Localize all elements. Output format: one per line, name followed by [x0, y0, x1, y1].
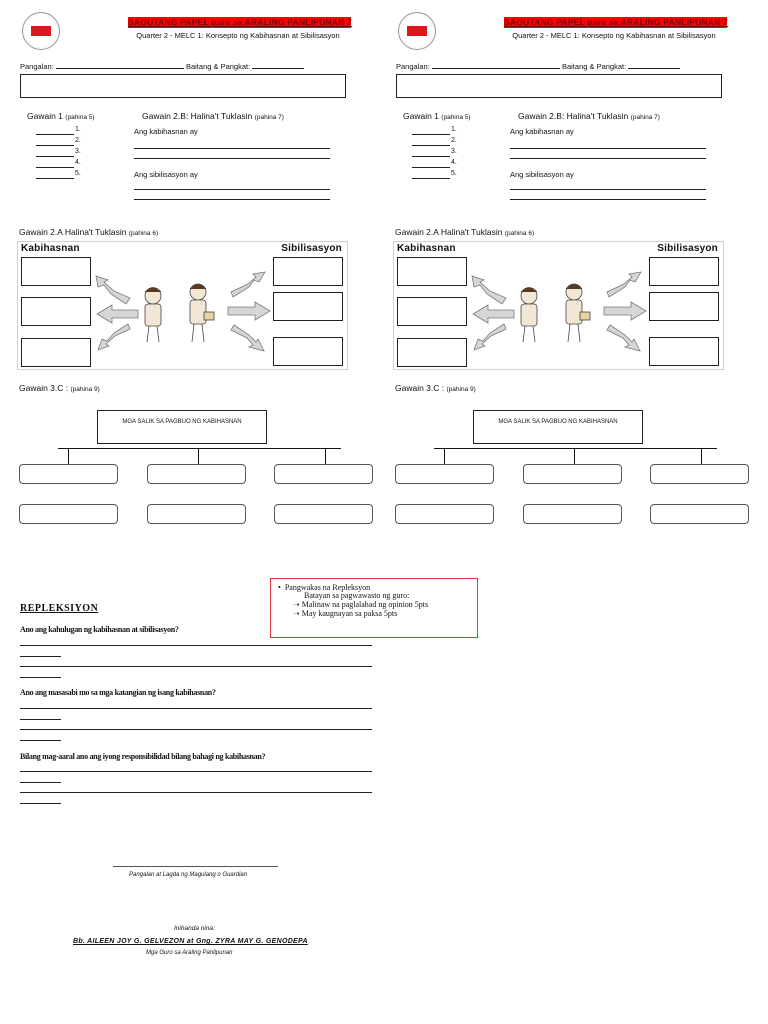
kabihasnan-sibilisasyon-diagram [393, 241, 724, 370]
children-clipart [521, 284, 590, 342]
rubric-subheading: Batayan sa pagwawasto ng guro: [304, 591, 410, 600]
connector-line [444, 449, 445, 464]
arrow-icon [97, 305, 138, 323]
kabihasnan-label: Kabihasnan [21, 243, 80, 254]
connector-line [58, 448, 341, 449]
answer-line[interactable]: 3. [36, 146, 81, 157]
answer-line[interactable] [20, 677, 61, 678]
sibilisasyon-prompt: Ang sibilisasyon ay [510, 170, 574, 179]
gawain1-title: Gawain 1 (pahina 5) [27, 111, 95, 121]
connector-line [198, 449, 199, 464]
salik-answer-box[interactable] [147, 464, 246, 484]
kabihasnan-sibilisasyon-diagram [17, 241, 348, 370]
connector-line [434, 448, 717, 449]
kabihasnan-prompt: Ang kabihasnan ay [134, 127, 198, 136]
worksheet-subtitle: Quarter 2 - MELC 1: Konsepto ng Kabihasnan at Sibilisasyon [136, 31, 340, 40]
gawain2a-title: Gawain 2.A Halina't Tuklasin (pahina 6) [19, 227, 159, 237]
reflection-question: Bilang mag-aaral ano ang iyong responsibilidad bilang bahagi ng kabihasnan? [20, 752, 266, 761]
worksheet-title: SAGUTANG PAPEL para sa ARALING PANLIPUNAN 7 [128, 17, 352, 27]
worksheet-left [0, 0, 384, 425]
salik-answer-box[interactable] [395, 464, 494, 484]
arrow-icon [231, 325, 264, 351]
answer-line[interactable] [510, 189, 706, 190]
prepared-by: Inihanda nina: [174, 925, 215, 932]
gawain2b-title: Gawain 2.B: Halina't Tuklasin (pahina 7) [142, 111, 284, 121]
answer-line[interactable] [20, 708, 372, 709]
answer-line[interactable]: 2. [36, 135, 81, 146]
diagram-arrows [394, 242, 723, 369]
answer-line[interactable] [510, 199, 706, 200]
school-logo [22, 12, 60, 50]
gawain3c-title: Gawain 3.C : (pahina 9) [395, 383, 476, 393]
reflection-question: Ano ang kahulugan ng kabihasnan at sibilisasyon? [20, 625, 179, 634]
answer-line[interactable]: 2. [412, 135, 457, 146]
authors-role: Mga Guro sa Araling Panlipunan [146, 950, 233, 956]
name-label: Pangalan: [396, 62, 430, 71]
answer-line[interactable] [134, 148, 330, 149]
rubric-box [270, 578, 478, 638]
arrow-bullet-icon: ➝ [293, 609, 300, 618]
answer-line[interactable] [510, 148, 706, 149]
gawain1-title: Gawain 1 (pahina 5) [403, 111, 471, 121]
salik-title-box: MGA SALIK SA PAGBUO NG KABIHASNAN [97, 410, 267, 444]
arrow-icon [472, 276, 506, 304]
salik-answer-box[interactable] [650, 464, 749, 484]
school-logo [398, 12, 436, 50]
answer-line[interactable] [134, 158, 330, 159]
rubric-heading: • Pangwakas na Repleksyon [278, 583, 371, 592]
arrow-icon [607, 325, 640, 351]
children-clipart [145, 284, 214, 342]
salik-answer-box[interactable] [274, 464, 373, 484]
answer-line[interactable] [20, 803, 61, 804]
salik-title-box: MGA SALIK SA PAGBUO NG KABIHASNAN [473, 410, 643, 444]
answer-line[interactable]: 5. [36, 168, 81, 179]
gawain2a-title: Gawain 2.A Halina't Tuklasin (pahina 6) [395, 227, 535, 237]
worksheet-right [376, 0, 760, 425]
name-grade-line [20, 62, 304, 71]
answer-line[interactable] [20, 666, 372, 667]
answer-line[interactable] [510, 158, 706, 159]
answer-line[interactable] [20, 792, 372, 793]
arrow-icon [473, 305, 514, 323]
arrow-icon [96, 276, 130, 304]
kabihasnan-label: Kabihasnan [397, 243, 456, 254]
connector-line [325, 449, 326, 464]
salik-answer-box[interactable] [147, 504, 246, 524]
name-grade-line [396, 62, 680, 71]
arrow-icon [604, 302, 646, 320]
answer-line[interactable]: 4. [412, 157, 457, 168]
answer-line[interactable] [20, 771, 372, 772]
gawain1-answers [412, 124, 457, 179]
salik-answer-box[interactable] [274, 504, 373, 524]
answer-line[interactable]: 5. [412, 168, 457, 179]
connector-line [574, 449, 575, 464]
answer-line[interactable] [20, 645, 372, 646]
salik-answer-box[interactable] [395, 504, 494, 524]
answer-line[interactable] [20, 719, 61, 720]
salik-answer-box[interactable] [19, 504, 118, 524]
salik-answer-box[interactable] [523, 464, 622, 484]
signature-caption: Pangalan at Lagda ng Magulang o Guardian [129, 872, 248, 878]
gawain2b-title: Gawain 2.B: Halina't Tuklasin (pahina 7) [518, 111, 660, 121]
connector-line [68, 449, 69, 464]
connector-line [701, 449, 702, 464]
reflection-heading: REPLEKSIYON [20, 603, 99, 614]
sibilisasyon-label: Sibilisasyon [657, 243, 718, 254]
answer-line[interactable]: 3. [412, 146, 457, 157]
salik-answer-box[interactable] [523, 504, 622, 524]
sibilisasyon-prompt: Ang sibilisasyon ay [134, 170, 198, 179]
answer-line[interactable] [134, 199, 330, 200]
answer-line[interactable] [20, 729, 372, 730]
arrow-bullet-icon: ➝ [293, 600, 300, 609]
answer-line[interactable]: 1. [36, 124, 81, 135]
answer-line[interactable] [20, 740, 61, 741]
name-label: Pangalan: [20, 62, 54, 71]
authors: Bb. AILEEN JOY G. GELVEZON at Gng. ZYRA MAY G. GENODEPA [73, 938, 308, 945]
arrow-icon [607, 272, 641, 297]
worksheet-title: SAGUTANG PAPEL para sa ARALING PANLIPUNAN 7 [504, 17, 728, 27]
answer-line[interactable] [20, 782, 61, 783]
kabihasnan-prompt: Ang kabihasnan ay [510, 127, 574, 136]
rubric-criterion: ➝ May kaugnayan sa paksa 5pts [293, 609, 398, 618]
arrow-icon [98, 324, 130, 350]
answer-line[interactable] [134, 189, 330, 190]
gawain1-answers [36, 124, 81, 179]
salik-answer-box[interactable] [19, 464, 118, 484]
diagram-arrows [18, 242, 347, 369]
sibilisasyon-label: Sibilisasyon [281, 243, 342, 254]
salik-answer-box[interactable] [650, 504, 749, 524]
reflection-question: Ano ang masasabi mo sa mga katangian ng isang kabihasnan? [20, 688, 216, 697]
answer-box[interactable] [396, 74, 722, 98]
answer-box[interactable] [20, 74, 346, 98]
signature-line[interactable] [113, 866, 278, 867]
answer-line[interactable]: 1. [412, 124, 457, 135]
worksheet-subtitle: Quarter 2 - MELC 1: Konsepto ng Kabihasnan at Sibilisasyon [512, 31, 716, 40]
grade-label: Baitang & Pangkat: [185, 62, 251, 71]
grade-label: Baitang & Pangkat: [561, 62, 627, 71]
arrow-icon [228, 302, 270, 320]
gawain3c-title: Gawain 3.C : (pahina 9) [19, 383, 100, 393]
arrow-icon [231, 272, 265, 297]
rubric-criterion: ➝ Malinaw na paglalahad ng opinion 5pts [293, 600, 429, 609]
answer-line[interactable] [20, 656, 61, 657]
answer-line[interactable]: 4. [36, 157, 81, 168]
arrow-icon [474, 324, 506, 350]
